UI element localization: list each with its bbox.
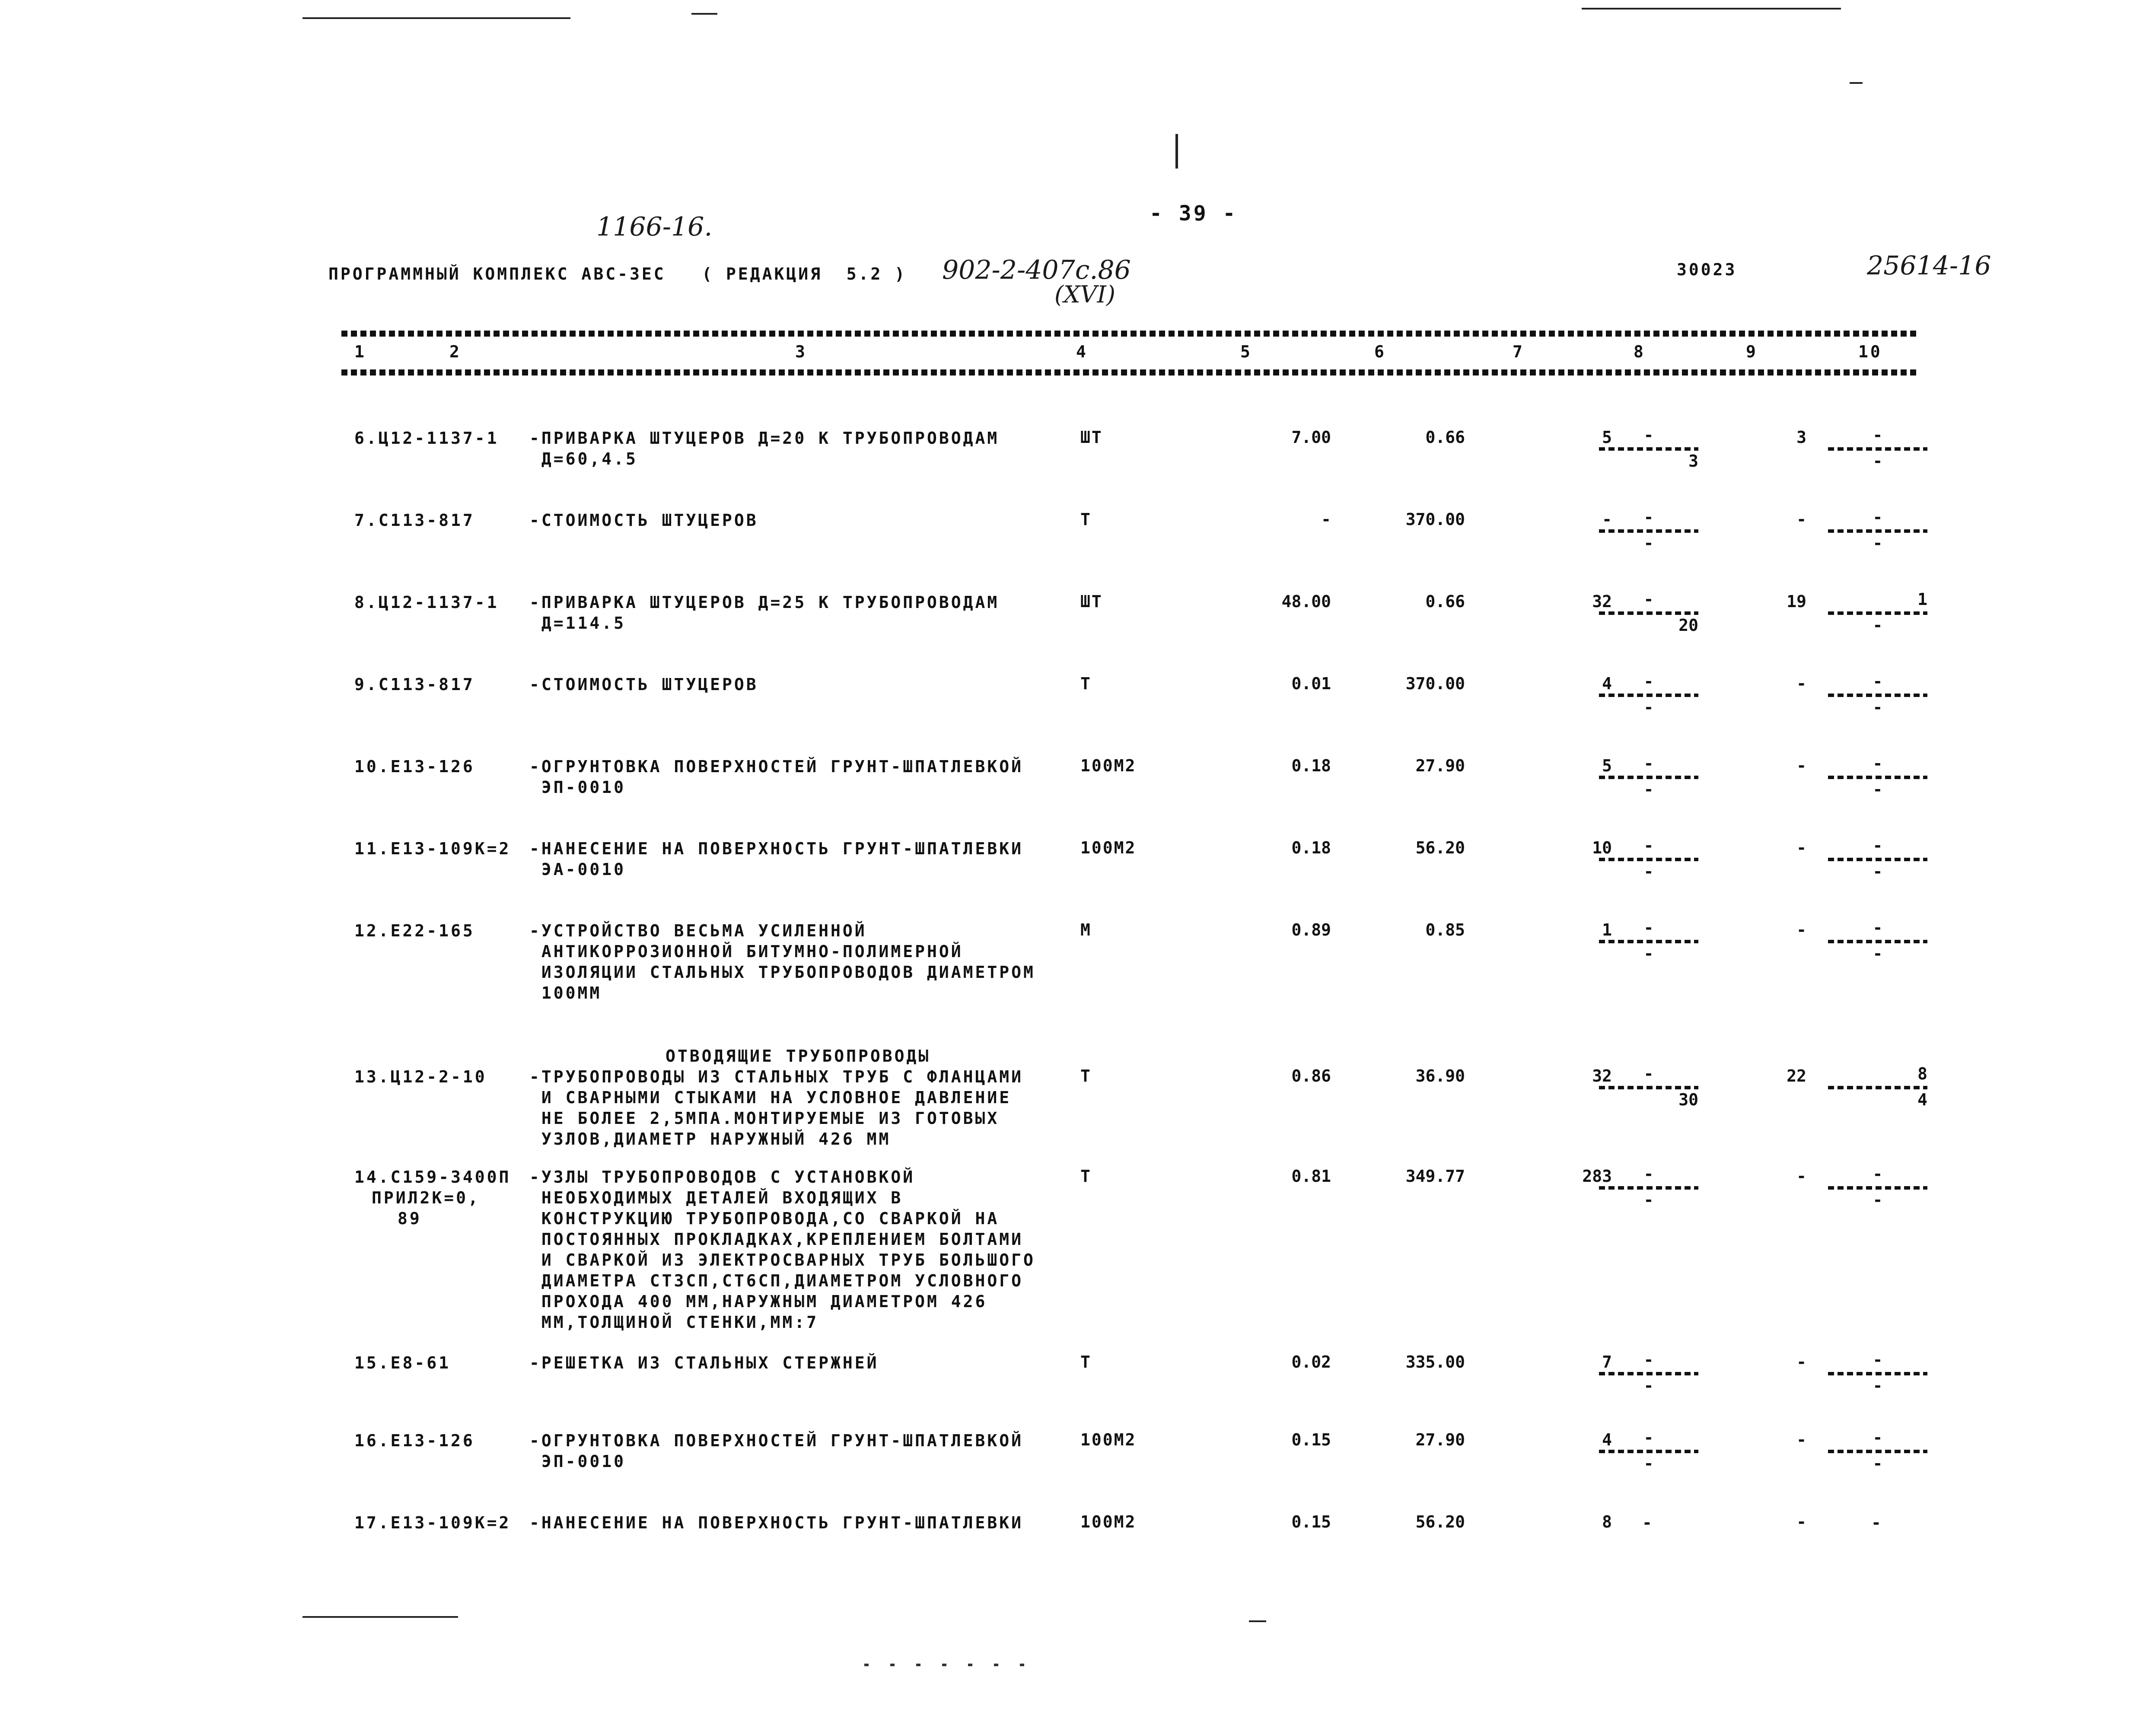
col10-fraction: - - [1828,836,1927,884]
row-description: -РЕШЕТКА ИЗ СТАЛЬНЫХ СТЕРЖНЕЙ [529,1353,879,1372]
col8-fraction: - 20 [1599,590,1698,637]
col10-fraction: - - [1828,754,1927,802]
row-qty: 7.00 [1291,428,1331,447]
col-num-3: 3 [795,342,807,361]
col9-value: - [1796,756,1806,775]
row-qty: 0.18 [1291,756,1331,775]
handwritten-sheet: (XVI) [1054,281,1115,308]
col-num-10: 10 [1858,342,1882,361]
row-total: 7 [1602,1352,1612,1372]
scan-artifact [864,1664,1046,1666]
row-price: 36.90 [1415,1066,1465,1085]
col10-value: - [1871,1513,1883,1532]
row-total: 32 [1592,1066,1612,1085]
col8-value: - [1642,1513,1654,1532]
col8-fraction: - - [1599,754,1698,802]
row-qty: 0.15 [1291,1430,1331,1449]
row-price: 370.00 [1405,510,1465,529]
col9-value: - [1796,510,1806,529]
row-unit: ШТ [1080,428,1103,447]
col9-value: - [1796,920,1806,939]
scan-artifact [1582,8,1841,10]
row-description: -ТРУБОПРОВОДЫ ИЗ СТАЛЬНЫХ ТРУБ С ФЛАНЦАМИ И СВАРНЫМИ СТЫКАМИ НА УСЛОВНОЕ ДАВЛЕНИЕ НЕ БОЛЕЕ 2,5МПА.МОНТИРУЕМЫЕ ИЗ ГОТОВЫХ УЗЛОВ,ДИАМЕТР НАРУЖНЫЙ 426 ММ [529,1067,1023,1149]
row-price: 0.85 [1425,920,1465,939]
row-description: -ПРИВАРКА ШТУЦЕРОВ Д=20 К ТРУБОПРОВОДАМ Д=60,4.5 [529,429,1000,468]
col-num-5: 5 [1240,342,1252,361]
row-code: 10.Е13-126 [354,757,475,776]
row-total: 4 [1602,674,1612,693]
row-price: 335.00 [1405,1352,1465,1372]
row-total: 283 [1582,1167,1612,1186]
col-num-8: 8 [1634,342,1646,361]
row-total: 4 [1602,1430,1612,1449]
row-code: 7.С113-817 [354,511,475,530]
row-qty: 0.18 [1291,838,1331,857]
row-description: -ПРИВАРКА ШТУЦЕРОВ Д=25 К ТРУБОПРОВОДАМ Д=114.5 [529,593,1000,633]
row-unit: Т [1080,674,1092,693]
col10-fraction: 8 4 [1828,1064,1927,1112]
row-total: 5 [1602,756,1612,775]
row-total: 10 [1592,838,1612,857]
row-description: -НАНЕСЕНИЕ НА ПОВЕРХНОСТЬ ГРУНТ-ШПАТЛЕВКИ ЭА-0010 [529,839,1023,879]
row-code: 14.С159-3400П [354,1168,511,1187]
row-qty: 0.89 [1291,920,1331,939]
row-code: 9.С113-817 [354,675,475,694]
doc-code: 30023 [1677,260,1737,279]
row-unit: 100М2 [1080,1512,1137,1531]
row-description: -НАНЕСЕНИЕ НА ПОВЕРХНОСТЬ ГРУНТ-ШПАТЛЕВКИ [529,1513,1023,1532]
row-unit: 100М2 [1080,1430,1137,1449]
col9-value: 3 [1796,428,1806,447]
row-unit: Т [1080,510,1092,529]
col10-fraction: 1 - [1828,590,1927,637]
separator-bottom [341,369,1919,376]
row-code: 17.Е13-109К=2 [354,1513,511,1532]
col10-fraction: - - [1828,1428,1927,1476]
col9-value: - [1796,1512,1806,1531]
row-code-ext: ПРИЛ2К=0, [372,1188,480,1207]
col9-value: 22 [1787,1066,1806,1085]
scan-artifact [1850,82,1863,84]
col10-fraction: - - [1828,508,1927,555]
col10-fraction: - - [1828,426,1927,473]
row-unit: Т [1080,1066,1092,1085]
col8-fraction: - - [1599,918,1698,966]
row-total: 32 [1592,592,1612,611]
row-description: -СТОИМОСТЬ ШТУЦЕРОВ [529,675,758,694]
row-qty: 0.02 [1291,1352,1331,1372]
handwritten-left-note: 1166-16. [596,212,713,242]
row-description: -УСТРОЙСТВО ВЕСЬМА УСИЛЕННОЙ АНТИКОРРОЗИОННОЙ БИТУМНО-ПОЛИМЕРНОЙ ИЗОЛЯЦИИ СТАЛЬНЫХ ТРУБОПРОВОДОВ ДИАМЕТРОМ 100ММ [529,921,1035,1002]
row-code: 12.Е22-165 [354,921,475,940]
row-unit: ШТ [1080,592,1103,611]
scan-artifact [1175,134,1178,169]
column-numbers [0,341,2156,363]
col8-fraction: - 30 [1599,1064,1698,1112]
row-total: 1 [1602,920,1612,939]
col9-value: - [1796,1167,1806,1186]
row-price: 56.20 [1415,1512,1465,1531]
col-num-9: 9 [1746,342,1758,361]
row-price: 0.66 [1425,592,1465,611]
col9-value: - [1796,1430,1806,1449]
row-price: 56.20 [1415,838,1465,857]
row-total: 5 [1602,428,1612,447]
col9-value: - [1796,1352,1806,1372]
col8-fraction: - - [1599,1165,1698,1212]
row-code: 8.Ц12-1137-1 [354,593,499,612]
col10-fraction: - - [1828,918,1927,966]
row-qty: 0.15 [1291,1512,1331,1531]
col8-fraction: - - [1599,836,1698,884]
scan-artifact [1249,1620,1266,1622]
col-num-2: 2 [449,342,462,361]
col8-fraction: - 3 [1599,426,1698,473]
row-price: 27.90 [1415,1430,1465,1449]
col10-fraction: - - [1828,672,1927,719]
col10-fraction: - - [1828,1165,1927,1212]
col10-fraction: - - [1828,1350,1927,1398]
row-unit: 100М2 [1080,838,1137,857]
col8-fraction: - - [1599,1428,1698,1476]
row-price: 370.00 [1405,674,1465,693]
row-qty: 0.81 [1291,1167,1331,1186]
row-total: - [1602,510,1612,529]
col-num-6: 6 [1374,342,1386,361]
row-qty: 0.86 [1291,1066,1331,1085]
row-code: 15.Е8-61 [354,1353,451,1372]
section-title: ОТВОДЯЩИЕ ТРУБОПРОВОДЫ [666,1047,931,1066]
row-qty: 0.01 [1291,674,1331,693]
col9-value: - [1796,674,1806,693]
page-number: - 39 - [1150,201,1238,226]
handwritten-right-note: 25614-16 [1867,251,1991,281]
row-unit: М [1080,920,1092,939]
col-num-4: 4 [1076,342,1088,361]
scan-artifact [303,1616,458,1618]
row-description: -УЗЛЫ ТРУБОПРОВОДОВ С УСТАНОВКОЙ НЕОБХОДИМЫХ ДЕТАЛЕЙ ВХОДЯЩИХ В КОНСТРУКЦИЮ ТРУБОПРОВОДА,СО СВАРКОЙ НА ПОСТОЯННЫХ ПРОКЛАДКАХ,КРЕПЛЕНИЕМ БОЛТАМИ И СВАРКОЙ ИЗ ЭЛЕКТРОСВАРНЫХ ТРУБ БОЛЬШОГО ДИАМЕТРА СТ3СП,СТ6СП,ДИАМЕТРОМ УСЛОВНОГО ПРОХОДА 400 ММ,НАРУЖНЫМ ДИАМЕТРОМ 426 ММ,ТОЛЩИНОЙ СТЕНКИ,ММ:7 [529,1168,1035,1332]
row-description: -ОГРУНТОВКА ПОВЕРХНОСТЕЙ ГРУНТ-ШПАТЛЕВКОЙ ЭП-0010 [529,757,1023,797]
program-line: ПРОГРАММНЫЙ КОМПЛЕКС АВС-3ЕС ( РЕДАКЦИЯ 5.2 ) [328,264,907,283]
row-total: 8 [1602,1512,1612,1531]
row-code-ext2: 89 [398,1209,422,1228]
row-price: 349.77 [1405,1167,1465,1186]
row-qty: - [1321,510,1331,529]
separator-top [341,331,1919,337]
row-unit: 100М2 [1080,756,1137,775]
row-unit: Т [1080,1167,1092,1186]
scan-artifact [691,13,717,15]
row-unit: Т [1080,1352,1092,1372]
col9-value: - [1796,838,1806,857]
scan-artifact [303,17,570,19]
col9-value: 19 [1787,592,1806,611]
row-code: 16.Е13-126 [354,1431,475,1450]
handwritten-project-code: 902-2-407c.86 [942,255,1131,285]
row-code: 13.Ц12-2-10 [354,1067,487,1086]
row-code: 11.Е13-109К=2 [354,839,511,858]
col8-fraction: - - [1599,1350,1698,1398]
col-num-7: 7 [1513,342,1525,361]
row-price: 0.66 [1425,428,1465,447]
row-price: 27.90 [1415,756,1465,775]
row-code: 6.Ц12-1137-1 [354,429,499,448]
row-description: -ОГРУНТОВКА ПОВЕРХНОСТЕЙ ГРУНТ-ШПАТЛЕВКОЙ ЭП-0010 [529,1431,1023,1471]
col8-fraction: - - [1599,508,1698,555]
col8-fraction: - - [1599,672,1698,719]
col-num-1: 1 [354,342,366,361]
row-qty: 48.00 [1281,592,1331,611]
row-description: -СТОИМОСТЬ ШТУЦЕРОВ [529,511,758,530]
